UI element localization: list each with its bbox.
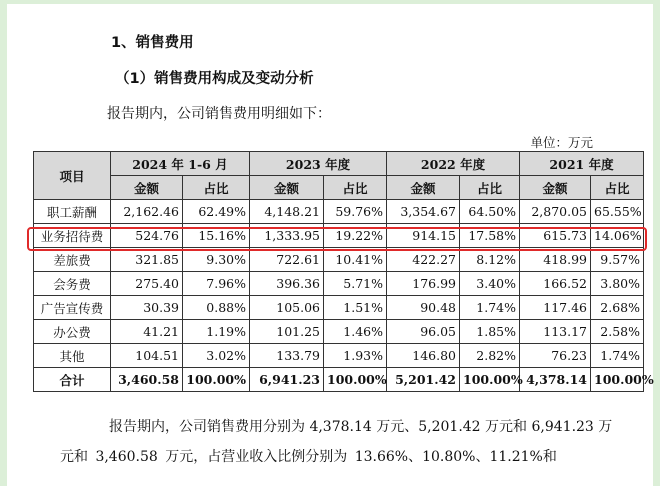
amount-cell: 105.06 xyxy=(250,296,324,320)
amount-cell: 914.15 xyxy=(387,224,460,248)
ratio-cell: 14.06% xyxy=(591,224,644,248)
ratio-cell: 1.46% xyxy=(324,320,387,344)
ratio-cell: 1.51% xyxy=(324,296,387,320)
ratio-cell: 5.71% xyxy=(324,272,387,296)
document-page xyxy=(7,4,653,486)
highlight-box xyxy=(27,227,647,251)
ratio-cell: 100.00% xyxy=(460,368,520,392)
amount-cell: 101.25 xyxy=(250,320,324,344)
ratio-cell: 0.88% xyxy=(183,296,250,320)
ratio-cell: 100.00% xyxy=(183,368,250,392)
ratio-cell: 9.30% xyxy=(183,248,250,272)
row-item-label: 办公费 xyxy=(34,320,111,344)
ratio-cell: 100.00% xyxy=(591,368,644,392)
amount-cell: 5,201.42 xyxy=(387,368,460,392)
amount-cell: 4,148.21 xyxy=(250,200,324,224)
ratio-cell: 2.58% xyxy=(591,320,644,344)
amount-cell: 722.61 xyxy=(250,248,324,272)
ratio-cell: 59.76% xyxy=(324,200,387,224)
amount-cell: 4,378.14 xyxy=(520,368,591,392)
amount-cell: 133.79 xyxy=(250,344,324,368)
amount-cell: 96.05 xyxy=(387,320,460,344)
amount-header: 金额 xyxy=(111,176,183,200)
ratio-cell: 9.57% xyxy=(591,248,644,272)
amount-cell: 146.80 xyxy=(387,344,460,368)
row-item-label: 会务费 xyxy=(34,272,111,296)
amount-cell: 113.17 xyxy=(520,320,591,344)
ratio-cell: 3.80% xyxy=(591,272,644,296)
amount-cell: 422.27 xyxy=(387,248,460,272)
ratio-cell: 64.50% xyxy=(460,200,520,224)
row-item-label: 其他 xyxy=(34,344,111,368)
item-header: 项目 xyxy=(34,152,111,200)
ratio-cell: 10.41% xyxy=(324,248,387,272)
ratio-cell: 2.82% xyxy=(460,344,520,368)
ratio-cell: 3.02% xyxy=(183,344,250,368)
ratio-cell: 62.49% xyxy=(183,200,250,224)
table-row xyxy=(34,344,644,368)
amount-cell: 76.23 xyxy=(520,344,591,368)
row-item-label: 广告宣传费 xyxy=(34,296,111,320)
ratio-cell: 65.55% xyxy=(591,200,644,224)
ratio-cell: 1.19% xyxy=(183,320,250,344)
amount-cell: 6,941.23 xyxy=(250,368,324,392)
table-header-row xyxy=(34,152,644,176)
ratio-cell: 1.93% xyxy=(324,344,387,368)
amount-header: 金额 xyxy=(250,176,324,200)
amount-cell: 418.99 xyxy=(520,248,591,272)
amount-cell: 41.21 xyxy=(111,320,183,344)
total-row xyxy=(34,368,644,392)
amount-header: 金额 xyxy=(520,176,591,200)
amount-cell: 396.36 xyxy=(250,272,324,296)
row-item-label: 业务招待费 xyxy=(34,224,111,248)
amount-cell: 104.51 xyxy=(111,344,183,368)
ratio-cell: 7.96% xyxy=(183,272,250,296)
amount-cell: 321.85 xyxy=(111,248,183,272)
ratio-header: 占比 xyxy=(591,176,644,200)
ratio-cell: 17.58% xyxy=(460,224,520,248)
row-item-label: 职工薪酬 xyxy=(34,200,111,224)
ratio-cell: 1.74% xyxy=(591,344,644,368)
subsection-heading: （1）销售费用构成及变动分析 xyxy=(115,71,314,87)
intro-text: 报告期内，公司销售费用明细如下： xyxy=(107,106,331,122)
ratio-header: 占比 xyxy=(460,176,520,200)
row-item-label: 差旅费 xyxy=(34,248,111,272)
row-item-label: 合计 xyxy=(34,368,111,392)
amount-cell: 615.73 xyxy=(520,224,591,248)
ratio-cell: 1.85% xyxy=(460,320,520,344)
amount-cell: 30.39 xyxy=(111,296,183,320)
table-row xyxy=(34,296,644,320)
period-header: 2023 年度 xyxy=(250,152,387,176)
paragraph-line: 元和 3,460.58 万元，占营业收入比例分别为 13.66%、10.80%、11.21%和 xyxy=(60,449,557,465)
ratio-cell: 15.16% xyxy=(183,224,250,248)
section-heading: 1、销售费用 xyxy=(111,35,194,51)
amount-cell: 275.40 xyxy=(111,272,183,296)
amount-cell: 524.76 xyxy=(111,224,183,248)
ratio-cell: 100.00% xyxy=(324,368,387,392)
unit-label: 单位：万元 xyxy=(530,135,593,150)
amount-cell: 166.52 xyxy=(520,272,591,296)
ratio-cell: 19.22% xyxy=(324,224,387,248)
table-row xyxy=(34,200,644,224)
table-row xyxy=(34,272,644,296)
ratio-cell: 8.12% xyxy=(460,248,520,272)
amount-cell: 1,333.95 xyxy=(250,224,324,248)
amount-cell: 2,870.05 xyxy=(520,200,591,224)
table-row xyxy=(34,320,644,344)
ratio-cell: 1.74% xyxy=(460,296,520,320)
period-header: 2024 年 1-6 月 xyxy=(111,152,250,176)
amount-cell: 176.99 xyxy=(387,272,460,296)
period-header: 2022 年度 xyxy=(387,152,520,176)
table-subheader-row xyxy=(34,176,644,200)
period-header: 2021 年度 xyxy=(520,152,644,176)
ratio-header: 占比 xyxy=(324,176,387,200)
ratio-cell: 2.68% xyxy=(591,296,644,320)
ratio-cell: 3.40% xyxy=(460,272,520,296)
paragraph-line: 报告期内，公司销售费用分别为 4,378.14 万元、5,201.42 万元和 6,941.23 万 xyxy=(109,419,613,435)
amount-cell: 3,460.58 xyxy=(111,368,183,392)
amount-cell: 2,162.46 xyxy=(111,200,183,224)
amount-cell: 90.48 xyxy=(387,296,460,320)
amount-header: 金额 xyxy=(387,176,460,200)
ratio-header: 占比 xyxy=(183,176,250,200)
table-row xyxy=(34,248,644,272)
amount-cell: 117.46 xyxy=(520,296,591,320)
sales-expense-table xyxy=(33,151,654,392)
amount-cell: 3,354.67 xyxy=(387,200,460,224)
